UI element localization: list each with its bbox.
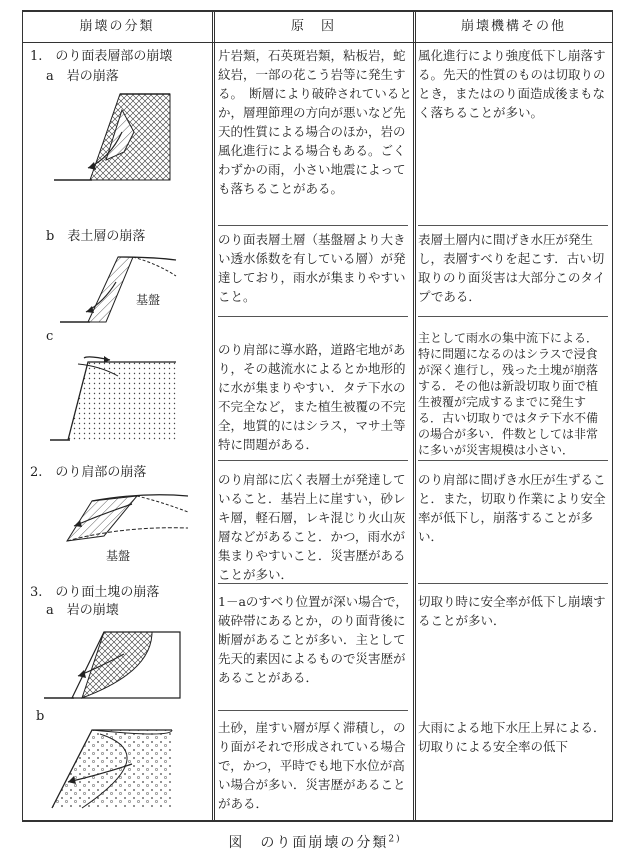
column-divider-2b xyxy=(415,12,416,820)
label-1b: b 表土層の崩落 xyxy=(46,229,146,244)
caption-reference: 2) xyxy=(388,834,402,845)
figure-caption xyxy=(0,832,630,852)
figure-label-bedrock-2: 基盤 xyxy=(106,549,131,563)
label-1: 1. のり面表層部の崩壊 xyxy=(30,49,173,64)
label-1c: c xyxy=(46,329,54,344)
label-3: 3. のり面土塊の崩落 xyxy=(30,585,160,600)
figure-rock-fall xyxy=(52,92,172,187)
column-divider-2 xyxy=(413,12,414,820)
caption-text: 図 のり面崩壊の分類 xyxy=(228,835,389,851)
mechanism-3a: 切取り時に安全率が低下し崩壊することが多い． xyxy=(418,594,606,628)
label-2: 2. のり肩部の崩落 xyxy=(30,465,147,480)
label-3a: a 岩の崩壊 xyxy=(46,603,119,618)
cause-1b: のり面表層土層（基盤層より大きい透水係数を有している層）が発達しており，雨水が集まりやすいこと。 xyxy=(218,232,406,304)
figure-shoulder-fall xyxy=(62,486,192,566)
header-mechanism: 崩壊機構その他 xyxy=(460,19,566,34)
mechanism-2: のり肩部に間げき水圧が生ずること．また，切取り作業により安全率が低下し，崩落することが多い． xyxy=(418,472,606,544)
header-cause: 原 因 xyxy=(290,19,336,34)
mechanism-1c: 主として雨水の集中流下による．特に問題になるのはシラスで浸食が深く進行し，残った土塊が崩落する．その他は新設切取り面で植生被覆が完成するまでに発生する．古い切取りではタテ下水不備の場合が多い．件数としては非常に多いが災害規模は小さい． xyxy=(418,331,599,457)
mechanism-3b: 大雨による地下水圧上昇による．切取りによる安全率の低下 xyxy=(418,720,606,754)
row-rule-3 xyxy=(218,460,408,461)
cause-3b: 土砂，崖すい層が厚く滞積し，のり面がそれで形成されている場合で，かつ，平時でも地下水位が高い場合が多い．災害歴があることがある． xyxy=(218,720,406,811)
cause-3a: 1－aのすべり位置が深い場合で，破砕帯にあるとか，のり面背後に断層があることが多い．主として先天的素因によるもので災害歴があることがある． xyxy=(218,594,408,685)
figure-topsoil-fall xyxy=(58,252,178,332)
table-border-left xyxy=(22,12,23,820)
row-rule-4b xyxy=(418,583,608,584)
row-rule-1 xyxy=(218,225,408,226)
cause-1c: のり肩部に導水路，道路宅地があり，その越流水によるとか地形的に水が集まりやすい．タテ下水の不完全など，また植生被覆の不完全，地質的にはシラス，マサ土等特に問題がある． xyxy=(218,342,406,452)
cause-1a: 片岩類，石英斑岩類，粘板岩，蛇紋岩，一部の花こう岩等に発生する。 断層により破砕されているとか，層理節理の方向が悪いなど先天的性質による場合のほか，岩の風化進行による場合もある。ごくわずかの雨，小さい地震によっても落ちることがある。 xyxy=(218,48,412,196)
cause-2: のり肩部に広く表層土が発達していること．基岩上に崖すい，砂レキ層，軽石層，レキ混じり火山灰層などがあること．かつ，雨水が集まりやすいこと．災害歴があることが多い． xyxy=(218,472,406,582)
figure-overflow-erosion xyxy=(48,352,178,447)
mechanism-1a: 風化進行により強度低下し崩落する。先天的性質のものは切取りのとき，またはのり面造成後まもなく落ちることが多い。 xyxy=(418,48,606,120)
figure-soil-mass-failure xyxy=(42,724,182,814)
header-rule xyxy=(22,42,613,43)
row-rule-2 xyxy=(218,316,408,317)
row-rule-5 xyxy=(218,710,408,711)
column-divider-1b xyxy=(214,12,215,820)
row-rule-1b xyxy=(418,225,608,226)
column-divider-1 xyxy=(212,12,213,820)
header-classification: 崩壊の分類 xyxy=(79,19,155,34)
classification-table xyxy=(22,10,613,822)
table-border-right xyxy=(612,12,613,820)
label-3b: b xyxy=(36,709,45,724)
row-rule-3b xyxy=(418,460,608,461)
mechanism-1b: 表層土層内に間げき水圧が発生し，表層すべりを起こす．古い切取りのり面災害は大部分このタイプである． xyxy=(418,232,606,304)
row-rule-2b xyxy=(418,316,608,317)
figure-rock-mass-failure xyxy=(42,624,182,704)
figure-label-bedrock-1b: 基盤 xyxy=(136,293,161,307)
label-1a: a 岩の崩落 xyxy=(46,69,119,84)
